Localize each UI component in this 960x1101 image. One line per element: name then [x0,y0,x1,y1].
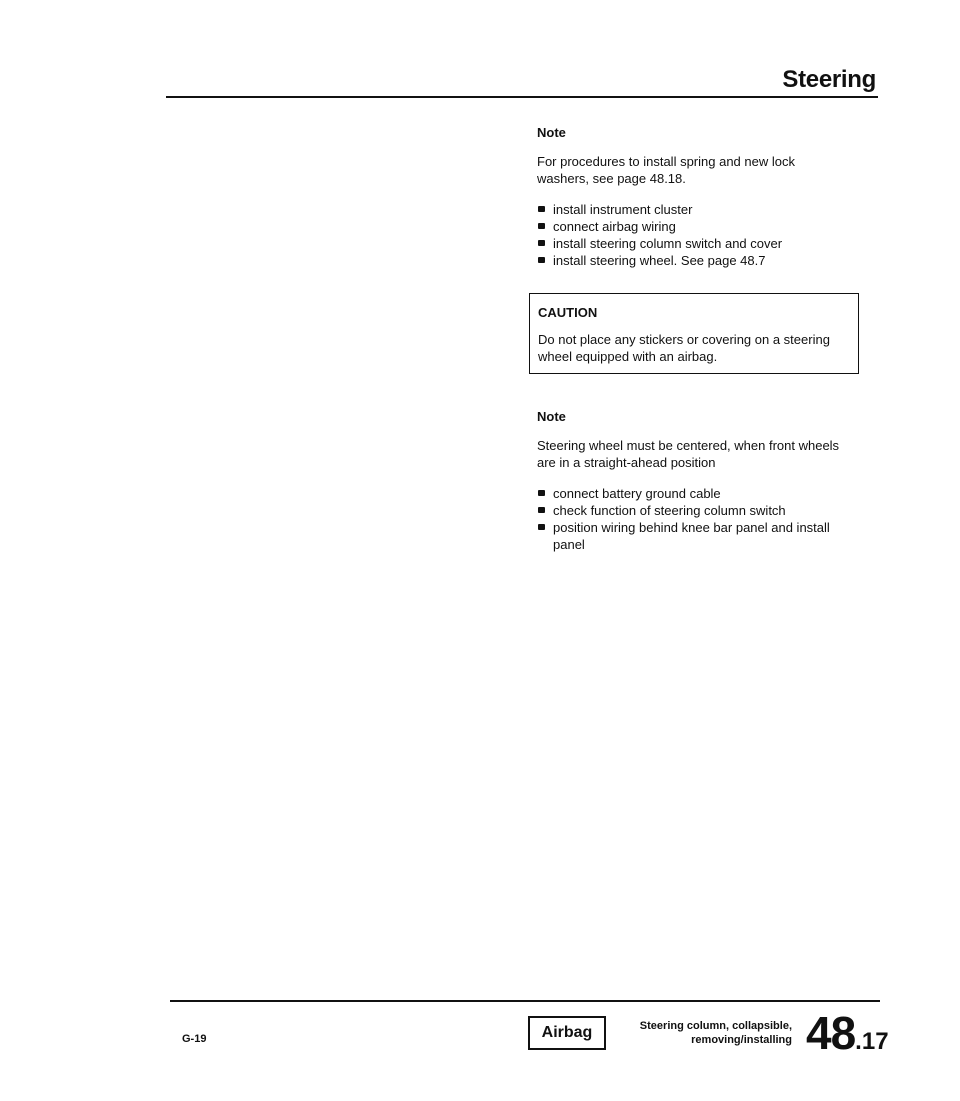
bullet-icon [538,206,545,212]
list-item-text: install steering wheel. See page 48.7 [553,253,766,268]
list-item [537,201,847,218]
note-text-1: For procedures to install spring and new lock washers, see page 48.18. [537,154,795,186]
caution-title: CAUTION [538,305,598,320]
list-item [537,502,847,519]
page-number-major: 48 [806,1007,856,1059]
bullet-icon [538,257,545,263]
bullet-list-2 [537,485,847,553]
list-item-text: connect airbag wiring [553,219,676,234]
caution-text: Do not place any stickers or covering on a steering wheel equipped with an airbag. [538,332,830,364]
list-item [537,218,847,235]
main-content [537,124,847,553]
list-item [537,235,847,252]
bullet-list-1 [537,201,847,269]
page-number [806,1006,889,1060]
list-item-text: connect battery ground cable [553,486,721,501]
list-item [537,485,847,502]
bullet-icon [538,507,545,513]
caution-box [529,293,859,374]
note-heading-2: Note [537,409,566,424]
page-header-title: Steering [782,66,876,93]
footer-description-line-1: Steering column, collapsible, [639,1020,792,1032]
list-item-text: install instrument cluster [553,202,693,217]
list-item-text: check function of steering column switch [553,503,786,518]
list-item [537,252,847,269]
bullet-icon [538,240,545,246]
footer-divider [170,1000,880,1002]
footer-description-line-2: removing/installing [691,1034,792,1046]
footer-description [612,1019,792,1047]
list-item [537,519,847,553]
airbag-tag [528,1016,606,1050]
note-text-2: Steering wheel must be centered, when front wheels are in a straight-ahead position [537,438,840,470]
note-heading-1: Note [537,125,566,140]
footer-code: G-19 [182,1033,207,1045]
bullet-icon [538,524,545,530]
bullet-icon [538,490,545,496]
page-number-minor: .17 [855,1028,889,1055]
airbag-tag-label: Airbag [541,1024,593,1041]
header-divider [166,96,878,98]
list-item-text: install steering column switch and cover [553,236,783,251]
list-item-text: position wiring behind knee bar panel and install panel [553,520,830,552]
bullet-icon [538,223,545,229]
